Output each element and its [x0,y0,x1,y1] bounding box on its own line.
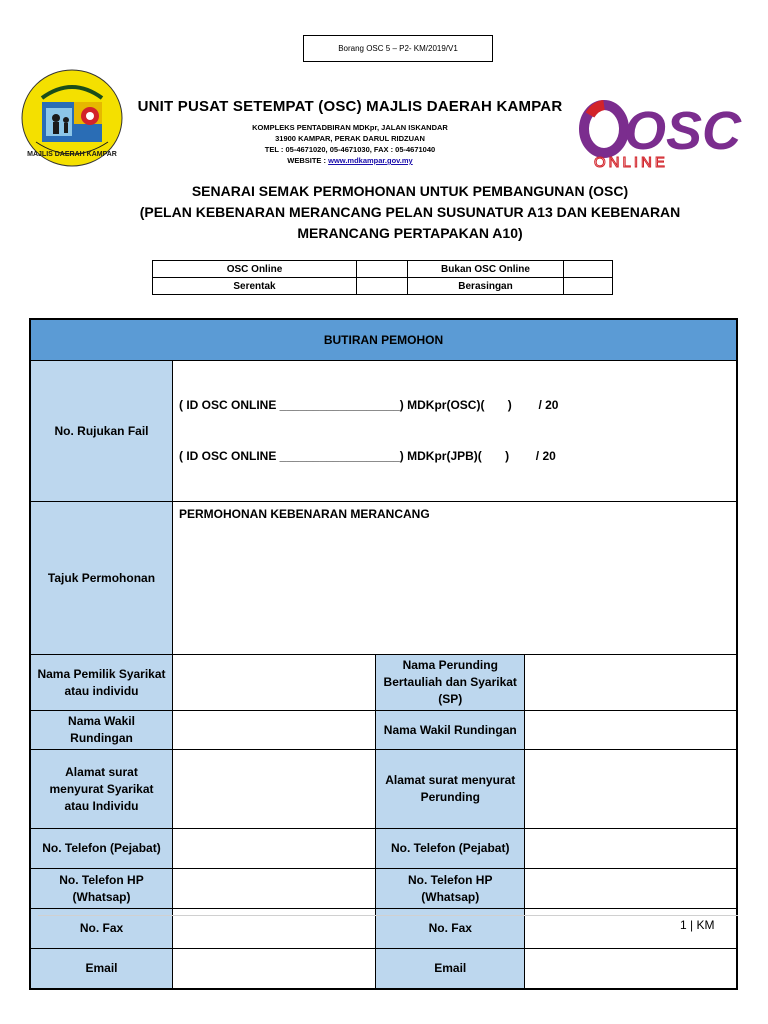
owner-name-field[interactable] [173,655,376,711]
organisation-header [130,98,570,166]
consultant-name-label: Nama Perunding Bertauliah dan Syarikat (SP) [376,655,525,711]
title-line2: (PELAN KEBENARAN MERANCANG PELAN SUSUNATUR A13 DAN KEBENARAN [139,204,681,220]
org-name: UNIT PUSAT SETEMPAT (OSC) MAJLIS DAERAH KAMPAR [137,98,563,115]
office-phone-right-field[interactable] [525,829,737,869]
type-osc-online-checkbox[interactable] [357,261,408,278]
section-header: BUTIRAN PEMOHON [30,319,737,361]
form-code-box [303,35,493,62]
application-title-field[interactable] [173,502,738,655]
org-address1: KOMPLEKS PENTADBIRAN MDKpr, JALAN ISKANDAR [252,123,448,132]
left-logo-text: MAJLIS DAERAH KAMPAR [27,151,117,158]
title-line1: SENARAI SEMAK PERMOHONAN UNTUK PEMBANGUNAN (OSC) [191,183,629,199]
office-phone-left-field[interactable] [173,829,376,869]
application-title-value: PERMOHONAN KEBENARAN MERANCANG [179,507,430,521]
address-right-field[interactable] [525,750,737,829]
document-title [60,181,760,244]
type-serentak: Serentak [153,278,357,295]
application-type-table [152,260,613,295]
file-ref-line1: ( ID OSC ONLINE __________________) MDKpr(OSC)( ) / 20 [179,398,559,412]
file-ref-label: No. Rujukan Fail [30,361,173,502]
agent-left-label: Nama Wakil Rundingan [30,711,173,750]
email-right-label: Email [376,949,525,989]
org-phone: TEL : 05-4671020, 05-4671030, FAX : 05-4671040 [264,145,436,154]
agent-right-field[interactable] [525,711,737,750]
email-left-field[interactable] [173,949,376,989]
osc-logo-sub: ONLINE [594,154,668,171]
type-serentak-checkbox[interactable] [357,278,408,295]
consultant-name-field[interactable] [525,655,737,711]
address-left-field[interactable] [173,750,376,829]
email-left-label: Email [30,949,173,989]
footer-divider [38,915,738,916]
org-address2: 31900 KAMPAR, PERAK DARUL RIDZUAN [275,134,425,143]
agent-right-label: Nama Wakil Rundingan [376,711,525,750]
file-ref-line2: ( ID OSC ONLINE __________________) MDKpr(JPB)( ) / 20 [179,449,556,463]
osc-logo-text: OSC [624,101,742,161]
website-link[interactable]: www.mdkampar.gov.my [328,156,413,165]
office-phone-right-label: No. Telefon (Pejabat) [376,829,525,869]
page-number: 1 | KM [680,918,715,932]
type-bukan-osc-online: Bukan OSC Online [408,261,564,278]
application-title-label: Tajuk Permohonan [30,502,173,655]
office-phone-left-label: No. Telefon (Pejabat) [30,829,173,869]
address-right-label: Alamat surat menyurat Perunding [376,750,525,829]
type-berasingan-checkbox[interactable] [564,278,613,295]
website-label: WEBSITE : [287,156,327,165]
hp-right-field[interactable] [525,869,737,909]
title-line3: MERANCANG PERTAPAKAN A10) [297,225,523,241]
fax-right-label: No. Fax [376,909,525,949]
mdkampar-logo [20,68,124,168]
type-bukan-osc-online-checkbox[interactable] [564,261,613,278]
hp-right-label: No. Telefon HP (Whatsap) [376,869,525,909]
hp-left-label: No. Telefon HP (Whatsap) [30,869,173,909]
type-berasingan: Berasingan [408,278,564,295]
osc-online-logo [582,95,742,171]
agent-left-field[interactable] [173,711,376,750]
owner-name-label: Nama Pemilik Syarikat atau individu [30,655,173,711]
org-website-line [130,155,570,166]
email-right-field[interactable] [525,949,737,989]
fax-left-label: No. Fax [30,909,173,949]
applicant-details-table [29,318,738,990]
file-ref-field[interactable] [173,361,738,502]
type-osc-online: OSC Online [153,261,357,278]
address-left-label: Alamat surat menyurat Syarikat atau Individu [30,750,173,829]
form-code: Borang OSC 5 – P2- KM/2019/V1 [338,44,458,53]
hp-left-field[interactable] [173,869,376,909]
